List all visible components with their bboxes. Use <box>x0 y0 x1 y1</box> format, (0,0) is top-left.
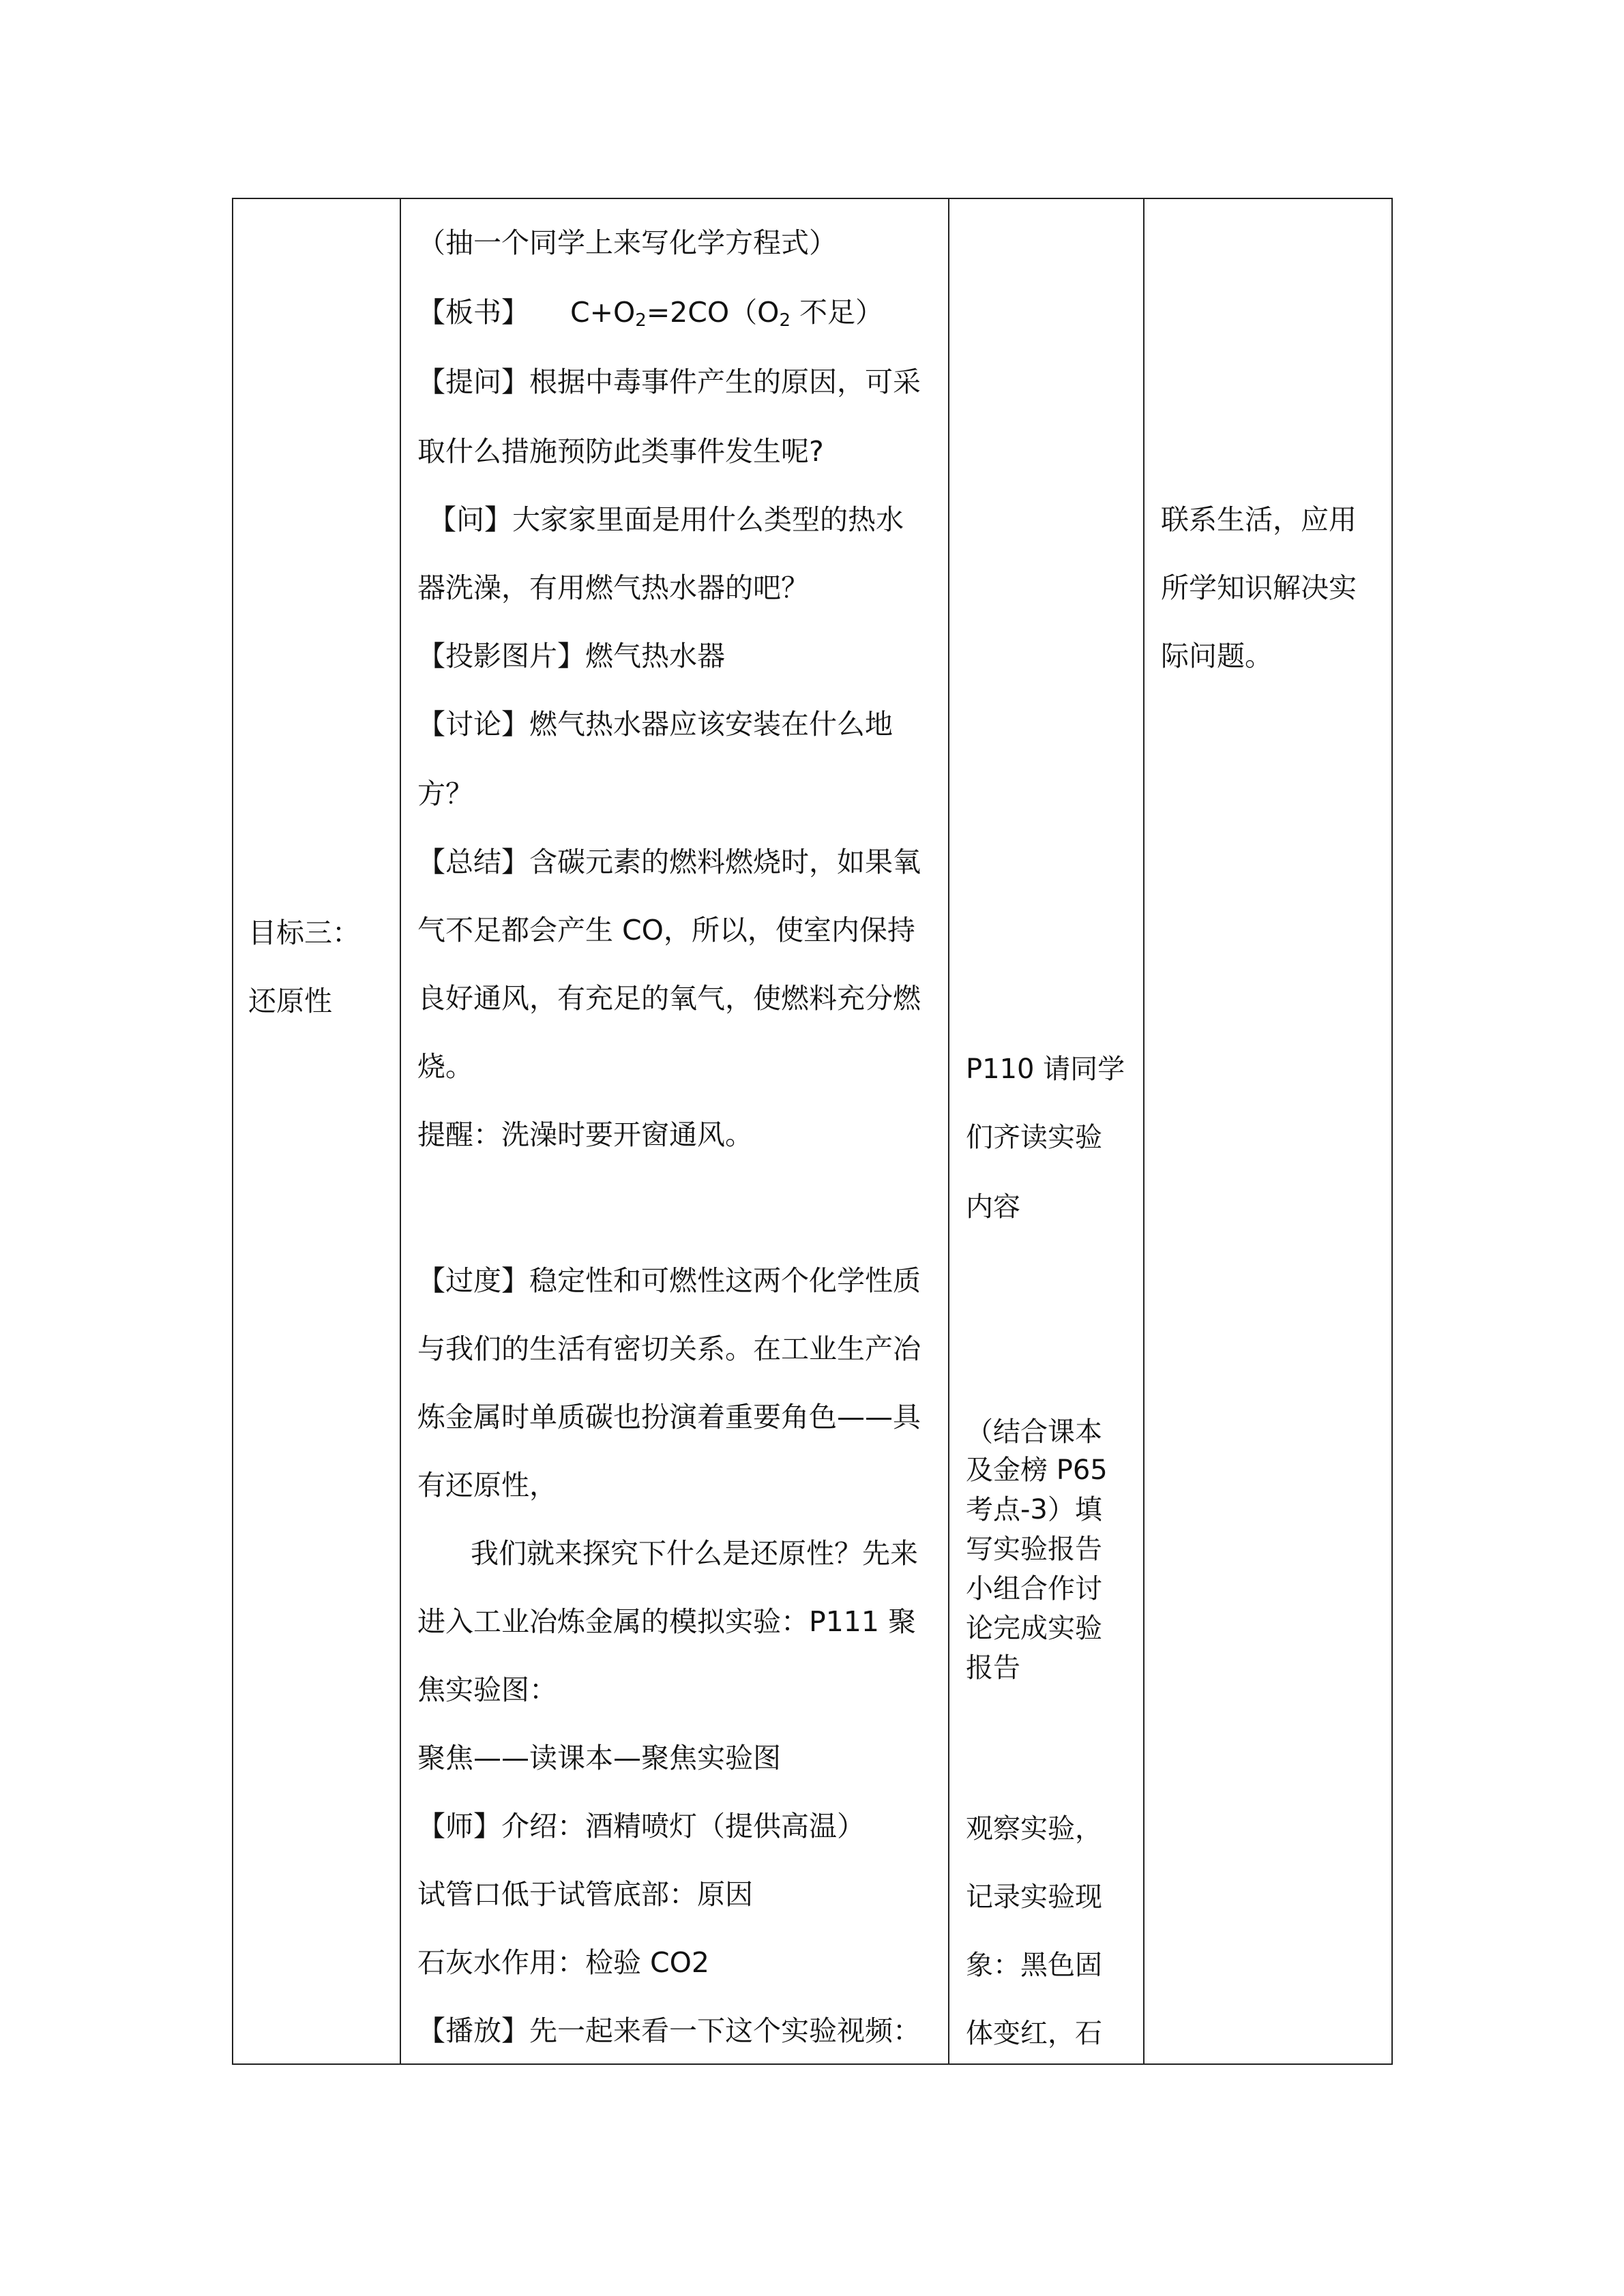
text-line: 有还原性， <box>417 1469 557 1502</box>
text-line: 与我们的生活有密切关系。在工业生产冶 <box>417 1332 921 1365</box>
text-line: 际问题。 <box>1161 640 1273 672</box>
text-line: 体变红，石 <box>966 2018 1102 2049</box>
student-activity-cell <box>949 199 1143 2063</box>
goal-label: 目标三： <box>248 916 360 949</box>
text-line: 小组合作讨 <box>966 1573 1102 1605</box>
text-line: 【讨论】燃气热水器应该安装在什么地 <box>417 708 893 741</box>
text-line: 烧。 <box>417 1050 473 1083</box>
text-line: P110 请同学 <box>966 1054 1125 1085</box>
text-line: 【问】大家家里面是用什么类型的热水 <box>428 503 904 536</box>
board-label: 【板书】 <box>417 296 529 329</box>
text-line: 【播放】先一起来看一下这个实验视频： <box>417 2014 921 2047</box>
text-line: 所学知识解决实 <box>1161 571 1357 604</box>
goal-name: 还原性 <box>248 985 332 1017</box>
text-line: 【投影图片】燃气热水器 <box>417 640 725 672</box>
text-line: 炼金属时单质碳也扮演着重要角色——具 <box>417 1401 921 1433</box>
text-line: 【师】介绍：酒精喷灯（提供高温） <box>417 1810 865 1843</box>
text-line: （结合课本 <box>966 1416 1102 1448</box>
text-line: 写实验报告 <box>966 1534 1102 1565</box>
text-line: 记录实验现 <box>966 1881 1102 1913</box>
text-line: 试管口低于试管底部：原因 <box>417 1878 753 1911</box>
text-line: 气不足都会产生 CO，所以，使室内保持 <box>417 914 915 946</box>
text-line: 我们就来探究下什么是还原性？先来 <box>471 1537 918 1570</box>
text-line: 内容 <box>966 1191 1020 1223</box>
text-line: 论完成实验 <box>966 1613 1102 1644</box>
text-line: 良好通风，有充足的氧气，使燃料充分燃 <box>417 982 921 1015</box>
text-line: 【过度】稳定性和可燃性这两个化学性质 <box>417 1264 921 1297</box>
text-line: 报告 <box>966 1652 1020 1684</box>
teacher-activity-cell <box>401 199 948 2063</box>
text-line: 器洗澡，有用燃气热水器的吧？ <box>417 571 809 604</box>
text-line: 聚焦——读课本—聚焦实验图 <box>417 1742 781 1774</box>
goal-cell <box>233 199 400 2063</box>
text-line: 们齐读实验 <box>966 1122 1102 1153</box>
text-line: 【总结】含碳元素的燃料燃烧时，如果氧 <box>417 846 921 878</box>
design-intent-cell <box>1145 199 1391 2063</box>
text-line: 石灰水作用：检验 CO2 <box>417 1946 710 1979</box>
text-line: 观察实验， <box>966 1813 1102 1845</box>
text-line: 方？ <box>417 777 473 810</box>
text-line: 考点-3）填 <box>966 1494 1102 1525</box>
text-line: 联系生活，应用 <box>1161 503 1357 536</box>
text-line: 取什么措施预防此类事件发生呢? <box>417 435 824 468</box>
text-line <box>417 296 884 331</box>
text-line: 【提问】根据中毒事件产生的原因，可采 <box>417 366 921 398</box>
text-line: 提醒：洗澡时要开窗通风。 <box>417 1118 753 1151</box>
equation: $C+O_2=2CO(O_2$ 不足） <box>570 296 884 331</box>
text-line: （抽一个同学上来写化学方程式） <box>417 226 837 259</box>
lesson-table <box>232 198 1393 2065</box>
text-line: 进入工业冶炼金属的模拟实验：P111 聚 <box>417 1605 917 1638</box>
text-line: 及金榜 P65 <box>966 1455 1108 1486</box>
text-line: 焦实验图： <box>417 1673 557 1706</box>
text-line: 象：黑色固 <box>966 1950 1102 1981</box>
